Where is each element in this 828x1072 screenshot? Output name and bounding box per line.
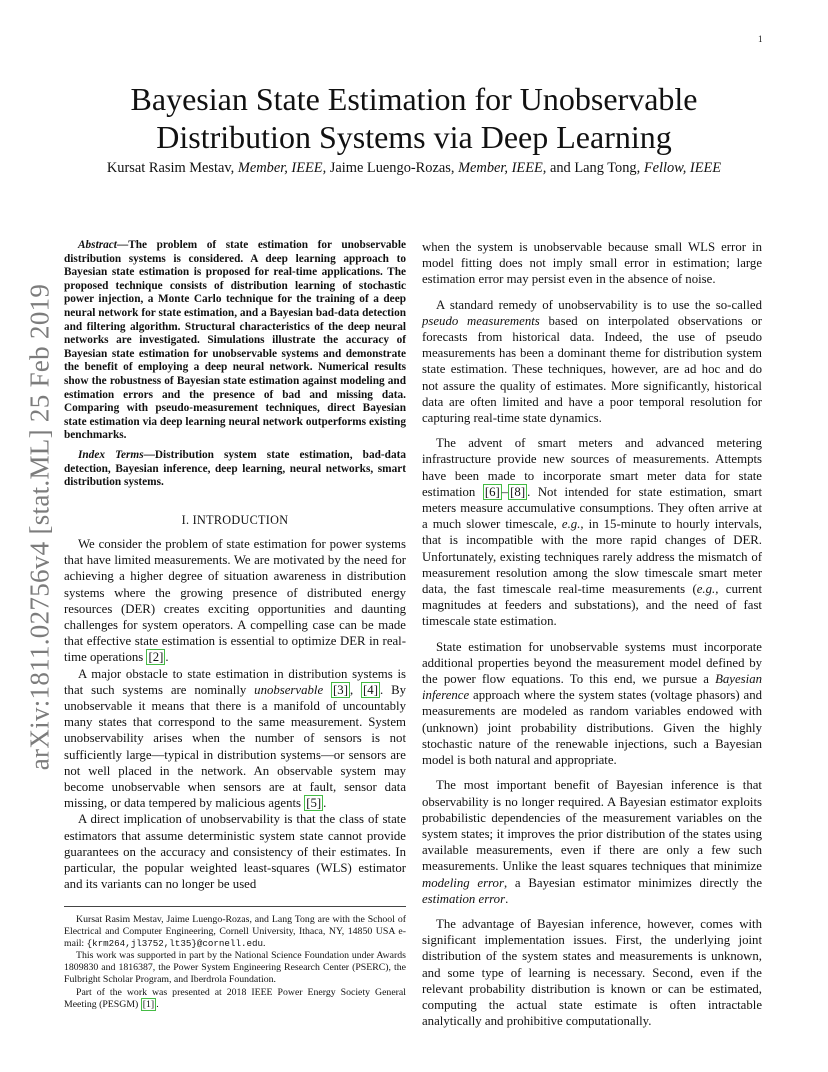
- intro-p2-space: [323, 683, 331, 697]
- intro-p2-end: .: [323, 796, 327, 811]
- arxiv-identifier-stamp: [0, 0, 60, 1072]
- r2-emphasis: pseudo measurements: [422, 313, 540, 328]
- abstract-text: —The problem of state estimation for unobservable distribution systems is considered. A deep learning approach to Bayesian state estimation is proposed for real-time applications. The proposed technique consists of distribution learning of stochastic power injection, a Monte Carlo technique for the training of a deep neural network for state estimation, and a Bayesian bad-data detection and filtering algorithm. Structural characteristics of the deep neural networks are investigated. Simulations illustrate the accuracy of Bayesian state estimation for unobservable systems and demonstrate the benefit of employing a deep neural network. Numerical results show the robustness of Bayesian state estimation against modeling and estimation errors and the presence of bad and missing data. Comparing with pseudo-measurement techniques, direct Bayesian state estimation via deep learning neural network outperforms existing benchmarks.: [64, 239, 406, 442]
- intro-p2-text: A major obstacle to state estimation in distribution systems is that such systems are nominally: [64, 666, 406, 697]
- index-terms-lead: Index Terms: [78, 448, 144, 461]
- index-terms: [64, 449, 406, 490]
- left-column: [64, 239, 406, 892]
- citation-link[interactable]: [2]: [148, 650, 164, 665]
- r5-emphasis-2: estimation error: [422, 891, 506, 906]
- r2-text: A standard remedy of unobservability is to use the so-called: [436, 297, 762, 312]
- citation-link[interactable]: [3]: [333, 682, 348, 697]
- r3-text-4: current magnitudes at feeders and substations), and the need of fast timescale state estimation.: [422, 582, 762, 629]
- paper-title: [60, 80, 768, 156]
- right-column: [422, 239, 762, 1029]
- intro-p2-text-2: . By unobservable it means that there is a manifold of uncountably many states that correspond to the same measurement. System unobservability arises when the number of sensors is not sufficiently large—typical in distribution systems—or sensors are not well placed in the network. An observable system may become unobservable when sensors are at fault, sensor data missing, or data tempered by malicious agents: [64, 682, 406, 811]
- footnote-affiliation: [64, 914, 406, 950]
- author-1-role: Member, IEEE,: [237, 160, 327, 176]
- r5-emphasis-1: modeling error: [422, 875, 504, 890]
- intro-p2-emphasis: unobservable: [254, 682, 324, 697]
- footnote-presentation: [64, 987, 406, 1011]
- abstract: [64, 239, 406, 443]
- citation-link[interactable]: [6]: [484, 484, 500, 499]
- index-terms-text: —Distribution system state estimation, bad-data detection, Bayesian inference, deep learning, neural networks, smart distribution systems.: [64, 448, 406, 489]
- citation-link[interactable]: [8]: [510, 484, 526, 499]
- title-line-2: Distribution Systems via Deep Learning: [156, 119, 672, 155]
- intro-paragraph-3: A direct implication of unobservability is that the class of state estimators that assume deterministic system state cannot provide guarantees on the accuracy and consistency of their estimates. In particular, the popular weighted least-squares (WLS) estimator and its variants can no longer be used: [64, 812, 406, 892]
- author-1: Kursat Rasim Mestav,: [106, 160, 238, 176]
- r4-text: State estimation for unobservable systems must incorporate additional properties beyond the measurement model defined by the power flow equations. To this end, we pursue a: [422, 639, 762, 687]
- r3-emphasis-1: e.g.,: [561, 517, 584, 532]
- r3-text-3: in 15-minute to hourly intervals, that is incompatible with the more rapid changes of DER. Unfortunately, existing techniques rarely address the mismatch of measurement resolution among the slow timescale smart meter data, the fast timescale real-time measurements (: [422, 517, 762, 597]
- r2-text-2: based on interpolated observations or forecasts from historical data. Indeed, the use of pseudo measurements has been a dominant theme for distribution system state estimation. These techniques, however, are ad hoc and do not assure the quality of estimates. More significantly, historical data are often limited and have a poor temporal resolution for capturing real-time state dynamics.: [422, 313, 762, 426]
- intro-p1-text: We consider the problem of state estimation for power systems that have limited measurements. We are motivated by the need for achieving a higher degree of situation awareness in distribution systems where the growing presence of distributed energy resources (DER) creates exciting opportunities and daunting challenges for system operators. A compelling case can be made that effective state estimation is essential to optimize DER in real-time operations: [64, 536, 406, 665]
- arxiv-stamp-text: arXiv:1811.02756v4 [stat.ML] 25 Feb 2019: [24, 283, 55, 771]
- r4-text-2: approach where the system states (voltage phasors) and measurements are modeled as random variables endowed with (unknown) joint probability distributions. Given the highly stochastic nature of the renewable injections, such a Bayesian model is both natural and appropriate.: [422, 688, 762, 768]
- title-line-1: Bayesian State Estimation for Unobservable: [130, 81, 698, 117]
- r5-end: .: [505, 891, 509, 906]
- r5-text-2: , a Bayesian estimator minimizes directly the: [503, 875, 762, 890]
- r3-text: The advent of smart meters and advanced metering infrastructure provide new sources of measurements. Attempts have been made to incorporate smart meter data for state estimation: [422, 436, 762, 499]
- right-paragraph-1: when the system is unobservable because small WLS error in model fitting does not imply small error in estimation; large estimation error may persist even in the absence of noise.: [422, 240, 762, 287]
- r5-text: The most important benefit of Bayesian inference is that observability is no longer required. A Bayesian estimator exploits probabilistic dependencies of the measurement variables on the system states; it improves the prior distribution of the states using available measurements, even if there are only a few such measurements. Unlike the least squares techniques that minimize: [422, 778, 762, 874]
- abstract-lead: Abstract: [78, 239, 117, 251]
- intro-paragraph-2: [64, 666, 406, 812]
- footnote-3-end: .: [156, 998, 159, 1010]
- r4-emphasis: Bayesian inference: [422, 672, 762, 703]
- citation-link[interactable]: [1]: [142, 998, 155, 1010]
- footnote-1-text: Kursat Rasim Mestav, Jaime Luengo-Rozas, and Lang Tong are with the School of Electrical and Computer Engineering, Cornell University, Ithaca, NY, 14850 USA e-mail:: [64, 914, 406, 950]
- citation-link[interactable]: [4]: [363, 682, 378, 697]
- email-address: {krm264,jl3752,lt35}@cornell.edu: [86, 938, 264, 950]
- footnote-funding: This work was supported in part by the National Science Foundation under Awards 1809830 and 1816387, the Power System Engineering Research Center (PSERC), the Fulbright Scholar Program, and Iberdrola Foundation.: [64, 950, 406, 986]
- author-list: [60, 160, 768, 177]
- footnotes: [64, 906, 406, 1011]
- right-paragraph-3: [422, 435, 762, 629]
- r3-text-2: . Not intended for state estimation, smart meters measure accumulative consumptions. They often arrive at a much slower timescale,: [422, 484, 763, 532]
- right-paragraph-2: [422, 297, 762, 427]
- intro-p1-end: .: [165, 650, 169, 665]
- intro-paragraph-1: [64, 536, 406, 666]
- r3-emphasis-2: e.g.,: [696, 582, 719, 597]
- page-number: 1: [758, 34, 763, 44]
- right-paragraph-6: The advantage of Bayesian inference, however, comes with significant implementation issues. First, the underlying joint distribution of the system states and measurements is unknown, and some type of learning is necessary. Second, even if the relevant probability distribution is known or can be estimated, computing the actual state estimate is often intractable analytically and prohibitive computationally.: [422, 916, 762, 1029]
- section-heading: I. INTRODUCTION: [181, 512, 289, 527]
- author-2-role: Member, IEEE,: [458, 160, 547, 176]
- intro-p2-sep: ,: [349, 682, 362, 697]
- r3-dash: –: [501, 484, 509, 499]
- author-2: Jaime Luengo-Rozas,: [326, 160, 459, 176]
- author-3: and Lang Tong,: [546, 160, 644, 176]
- footnote-3-text: Part of the work was presented at 2018 IEEE Power Energy Society General Meeting (PESGM): [64, 986, 406, 1010]
- right-paragraph-5: [422, 777, 762, 907]
- citation-link[interactable]: [5]: [306, 796, 322, 811]
- footnote-1-end: .: [263, 938, 266, 950]
- right-paragraph-4: [422, 639, 762, 769]
- author-3-role: Fellow, IEEE: [643, 160, 722, 176]
